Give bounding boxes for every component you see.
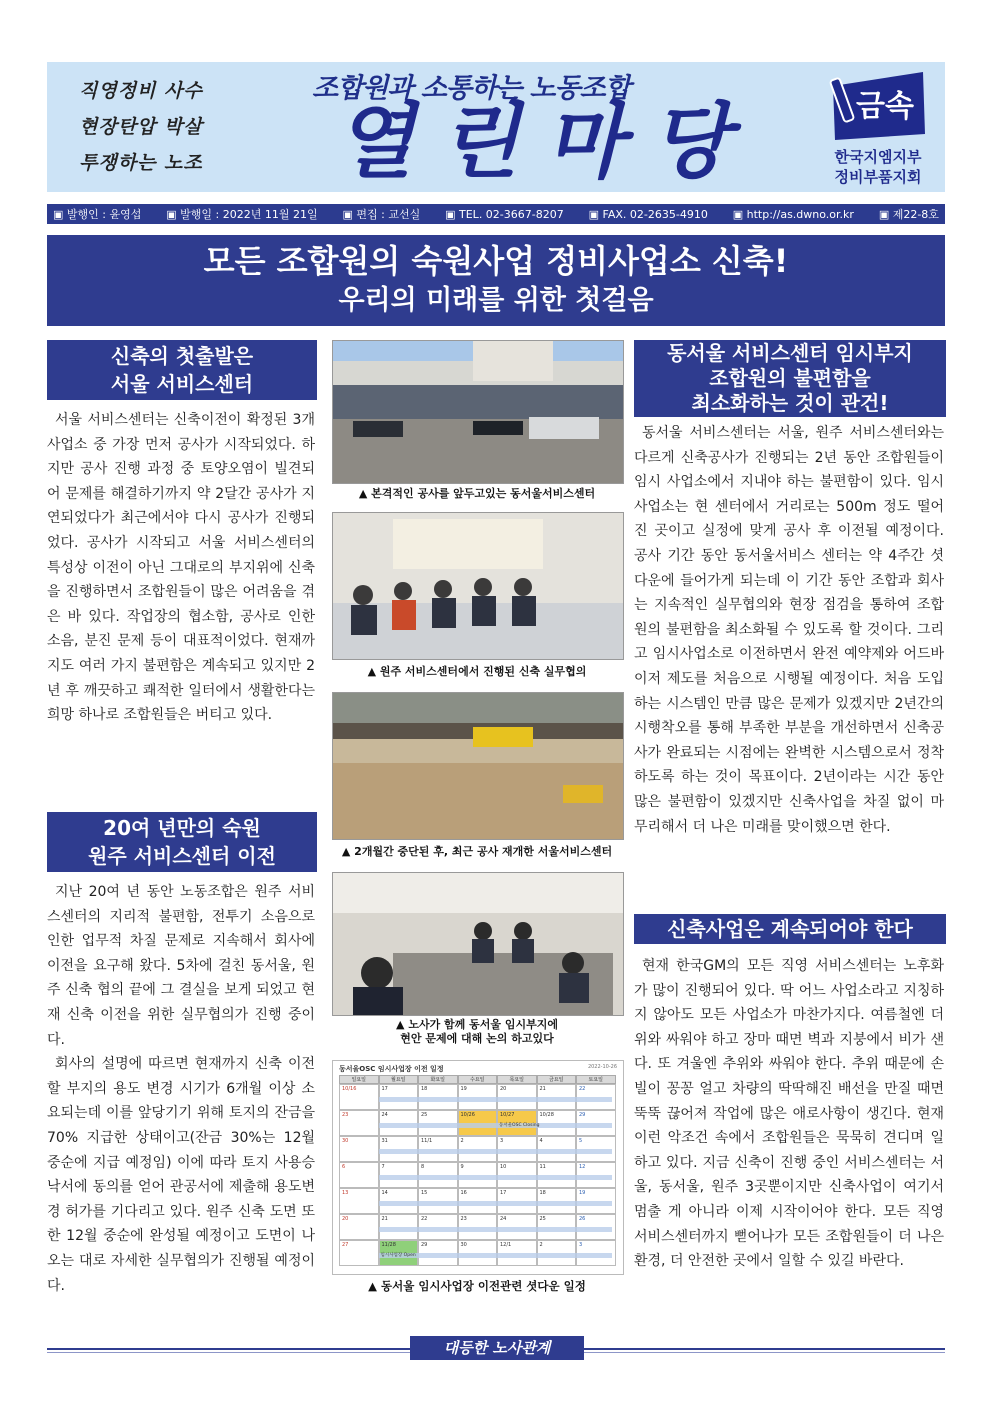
headline-main: 모든 조합원의 숙원사업 정비사업소 신축! <box>203 242 789 280</box>
schedule-cell: 31 <box>379 1136 419 1162</box>
schedule-cell: 22 <box>576 1084 616 1110</box>
schedule-cell: 25 <box>418 1110 458 1136</box>
headline-banner <box>47 235 945 326</box>
tagline: 조합원과 소통하는 노동조합 <box>312 73 630 104</box>
photo-wonju-meeting <box>332 512 624 660</box>
schedule-cell: 7 <box>379 1162 419 1188</box>
article-paragraph: 회사의 설명에 따르면 현재까지 신축 이전할 부지의 용도 변경 시기가 6개월 이상 소요되는데 이를 앞당기기 위해 토지의 잔금을 70% 지급한 상태이고(잔금 30%는 12월 중순에 지급 예정임) 이에 따라 토지 사용승낙서에 동의를 얻어 관공서에 제출해 용도변경 허가를 기다리고 있다. 원주 신축 도면 또한 12월 중순에 완성될 예정이고 도면이 나오는 대로 자세한 실무협의가 진행될 예정이다. <box>47 1056 315 1294</box>
schedule-cell: 10/26 <box>458 1110 498 1136</box>
schedule-bar <box>379 1097 612 1102</box>
photo-dongseoul-center <box>332 340 624 484</box>
section-head-line: 최소화하는 것이 관건! <box>691 391 889 415</box>
schedule-cell: 19 <box>576 1188 616 1214</box>
schedule-cell: 29 <box>576 1110 616 1136</box>
schedule-bar <box>379 1175 612 1180</box>
schedule-cell: 3 <box>497 1136 537 1162</box>
schedule-cell: 26 <box>576 1214 616 1240</box>
schedule-day-header: 목요일 <box>497 1075 537 1084</box>
section-head-line: 동서울 서비스센터 임시부지 <box>667 341 913 365</box>
paper-title: 열린마당 <box>334 95 756 190</box>
section-head-line: 조합원의 불편함을 <box>709 366 871 390</box>
fax: ▣ FAX. 02-2635-4910 <box>588 207 708 221</box>
schedule-cell: 25 <box>537 1214 577 1240</box>
schedule-cell: 10/27 <box>497 1110 537 1136</box>
caption-2: ▲ 원주 서비스센터에서 진행된 신축 실무협의 <box>367 665 587 678</box>
article-continue <box>634 954 944 1274</box>
article-paragraph: 현재 한국GM의 모든 직영 서비스센터는 노후화가 많이 진행되어 있다. 딱 어느 사업소라고 지칭하지 않아도 모든 사업소가 마찬가지다. 여름철엔 더위와 싸워야 하고 장마 때면 벽과 지붕에서 비가 샌다. 또 겨울엔 추위와 싸워야 한다. 추위 때문에 손빌이 꽁꽁 얼고 차량의 딱딱해진 배선을 만질 때면 뚝뚝 끊어져 작업에 많은 애로사항이 생긴다. 현재 이런 악조건 속에서 조합원들은 묵묵히 견디며 일하고 있다. 지금 신축이 진행 중인 서비스센터는 서울, 동서울, 원주 3곳뿐이지만 신축사업이 여기서 멈출 게 아니라 이제 시작이어야 한다. 모든 직영 서비스센터까지 뻗어나가 모든 조합원들이 더 나은 환경, 더 안전한 곳에서 일할 수 있길 바란다. <box>634 958 944 1270</box>
section-head-dongseoul <box>634 340 946 417</box>
schedule-cell: 19 <box>458 1084 498 1110</box>
article-dongseoul <box>634 421 944 839</box>
union-logo-icon <box>825 68 931 144</box>
schedule-cell: 6 <box>339 1162 379 1188</box>
photo-labor-management-meeting <box>332 872 624 1016</box>
schedule-cell: 5 <box>576 1136 616 1162</box>
section-head-line: 서울 서비스센터 <box>110 372 254 396</box>
logo-text: 금속 <box>856 89 914 124</box>
schedule-day-header: 일요일 <box>339 1075 379 1084</box>
schedule-bar <box>379 1227 612 1232</box>
schedule-day-header: 금요일 <box>537 1075 577 1084</box>
schedule-date: 2022-10-26 <box>587 1064 617 1070</box>
caption-5: ▲ 동서울 임시사업장 이전관련 셧다운 일정 <box>368 1279 586 1293</box>
schedule-cell: 24 <box>379 1110 419 1136</box>
section-head-line: 20여 년만의 숙원 <box>103 816 261 840</box>
schedule-cell: 22 <box>418 1214 458 1240</box>
section-head-seoul <box>47 340 317 400</box>
footer-slogan: 대등한 노사관계 <box>410 1336 584 1360</box>
caption-line: 현안 문제에 대해 논의 하고있다 <box>400 1032 554 1045</box>
schedule-cell: 27 <box>339 1240 379 1266</box>
schedule-cell: 13 <box>339 1188 379 1214</box>
schedule-cell: 30 <box>458 1240 498 1266</box>
schedule-cell: 18 <box>418 1084 458 1110</box>
article-wonju <box>47 880 315 1298</box>
schedule-cell: 17 <box>497 1188 537 1214</box>
article-paragraph: 서울 서비스센터는 신축이전이 확정된 3개 사업소 중 가장 먼저 공사가 시작되었다. 하지만 공사 진행 과정 중 토양오염이 빌견되어 문제를 해결하기까지 약 2달간 공사가 지연되었다가 최근에서야 다시 공사가 진행되었다. 공사가 시작되고 서울 서비스센터의 특성상 이전이 아닌 그대로의 부지위에 신축을 진행하면서 조합원들이 많은 어려움을 겪은 바 있다. 작업장의 협소함, 공사로 인한 소음, 분진 문제 등이 대표적이었다. 현재까지도 여러 가지 불편함은 계속되고 있지만 2년 후 깨끗하고 쾌적한 일터에서 생활한다는 희망 하나로 조합원들은 버티고 있다. <box>47 412 315 724</box>
schedule-bar <box>379 1149 612 1154</box>
section-head-line: 신축사업은 계속되어야 한다 <box>667 917 913 941</box>
article-paragraph: 지난 20여 년 동안 노동조합은 원주 서비스센터의 지리적 불편함, 전투기 소음으로 인한 업무적 차질 문제로 지속해서 회사에 이전을 요구해 왔다. 5차에 걸친 동서울, 원주 신축 협의 끝에 그 결실을 보게 되었고 현재 신축 이전을 위한 실무협의가 진행 중이다. <box>47 884 315 1048</box>
schedule-note: 임시사업장 Open <box>380 1253 416 1258</box>
article-seoul <box>47 408 315 728</box>
publish-date: ▣ 발행일 : 2022년 11월 21일 <box>166 208 318 221</box>
issue-number: ▣ 제22-8호 <box>878 208 939 221</box>
slogan-3: 투쟁하는 노조 <box>79 152 203 174</box>
publisher: ▣ 발행인 : 윤영섭 <box>53 208 142 221</box>
schedule-day-header: 월요일 <box>379 1075 419 1084</box>
schedule-cell: 11/1 <box>418 1136 458 1162</box>
caption-line: ▲ 노사가 함께 동서울 임시부지에 <box>396 1018 558 1031</box>
section-head-continue <box>634 914 946 944</box>
schedule-day-header: 토요일 <box>576 1075 616 1084</box>
headline-sub: 우리의 미래를 위한 첫걸음 <box>338 285 654 316</box>
schedule-cell: 10/16 <box>339 1084 379 1110</box>
schedule-cell: 14 <box>379 1188 419 1214</box>
section-head-line: 원주 서비스센터 이전 <box>88 844 276 868</box>
schedule-cell: 24 <box>497 1214 537 1240</box>
schedule-cell: 8 <box>418 1162 458 1188</box>
schedule-cell: 3 <box>576 1240 616 1266</box>
slogan-1: 직영정비 사수 <box>79 80 203 102</box>
schedule-cell: 23 <box>458 1214 498 1240</box>
schedule-cell: 11 <box>537 1162 577 1188</box>
schedule-cell: 12/1 <box>497 1240 537 1266</box>
caption-3: ▲ 2개월간 중단된 후, 최근 공사 재개한 서울서비스센터 <box>341 845 613 858</box>
schedule-cell: 11/28 <box>379 1240 419 1266</box>
schedule-cell: 21 <box>537 1084 577 1110</box>
website-link[interactable]: ▣ http://as.dwno.or.kr <box>732 207 854 221</box>
schedule-cell: 9 <box>458 1162 498 1188</box>
schedule-cell: 20 <box>339 1214 379 1240</box>
schedule-note: 동서울OSC Closing <box>499 1123 540 1128</box>
caption-1: ▲ 본격적인 공사를 앞두고있는 동서울서비스센터 <box>358 487 596 500</box>
schedule-cell: 20 <box>497 1084 537 1110</box>
schedule-day-header: 수요일 <box>458 1075 498 1084</box>
photo-seoul-construction <box>332 692 624 840</box>
schedule-table <box>332 1060 624 1275</box>
schedule-cell: 30 <box>339 1136 379 1162</box>
schedule-cell: 21 <box>379 1214 419 1240</box>
org-line-1: 한국지엠지부 <box>834 148 922 166</box>
schedule-cell: 2 <box>458 1136 498 1162</box>
caption-4 <box>332 1018 622 1046</box>
org-line-2: 정비부품지회 <box>834 168 922 186</box>
schedule-cell: 2 <box>537 1240 577 1266</box>
schedule-cell: 23 <box>339 1110 379 1136</box>
schedule-cell: 15 <box>418 1188 458 1214</box>
schedule-cell: 29 <box>418 1240 458 1266</box>
editor: ▣ 편집 : 교선실 <box>342 208 421 221</box>
schedule-cell: 12 <box>576 1162 616 1188</box>
schedule-bar <box>379 1201 612 1206</box>
article-paragraph: 동서울 서비스센터는 서울, 원주 서비스센터와는 다르게 신축공사가 진행되는 2년 동안 조합원들이 임시 사업소에서 지내야 하는 불편함이 있다. 임시사업소는 현 센터에서 거리로는 500m 정도 떨어진 곳이고 실정에 맞게 공사 후 이전될 예정이다. 공사 기간 동안 동서울서비스 센터는 약 4주간 셧다운에 들어가게 되는데 이 기간 동안 조합과 회사는 지속적인 실무협의와 현장 점검을 통하여 조합원의 불편함을 최소화될 수 있도록 할 것이다. 그리고 임시사업소로 이전하면서 완전 예약제와 어드바이저 제도를 처음으로 시행될 예정이다. 처음 도입하는 시스템인 만큼 많은 문제가 있겠지만 2년간의 시행착오를 통해 부족한 부분을 개선하면서 신축공사가 완료되는 시점에는 완벽한 시스템으로서 정착하도록 하는 것이 목표이다. 2년이라는 시간 동안 많은 불편함이 있겠지만 신축사업을 차질 없이 마무리해서 더 나은 미래를 맞이했으면 한다. <box>634 425 944 835</box>
masthead <box>47 62 945 192</box>
info-bar <box>47 204 945 224</box>
telephone: ▣ TEL. 02-3667-8207 <box>445 207 564 221</box>
schedule-cell: 17 <box>379 1084 419 1110</box>
schedule-cell: 10 <box>497 1162 537 1188</box>
schedule-cell: 10/28 <box>537 1110 577 1136</box>
schedule-cell: 4 <box>537 1136 577 1162</box>
schedule-cell: 18 <box>537 1188 577 1214</box>
slogan-2: 현장탄압 박살 <box>79 116 203 138</box>
schedule-bar <box>379 1123 612 1128</box>
schedule-title: 동서울OSC 임시사업장 이전 일정 <box>339 1065 444 1073</box>
section-head-line: 신축의 첫출발은 <box>110 344 254 368</box>
schedule-cell: 16 <box>458 1188 498 1214</box>
section-head-wonju <box>47 812 317 872</box>
schedule-day-header: 화요일 <box>418 1075 458 1084</box>
